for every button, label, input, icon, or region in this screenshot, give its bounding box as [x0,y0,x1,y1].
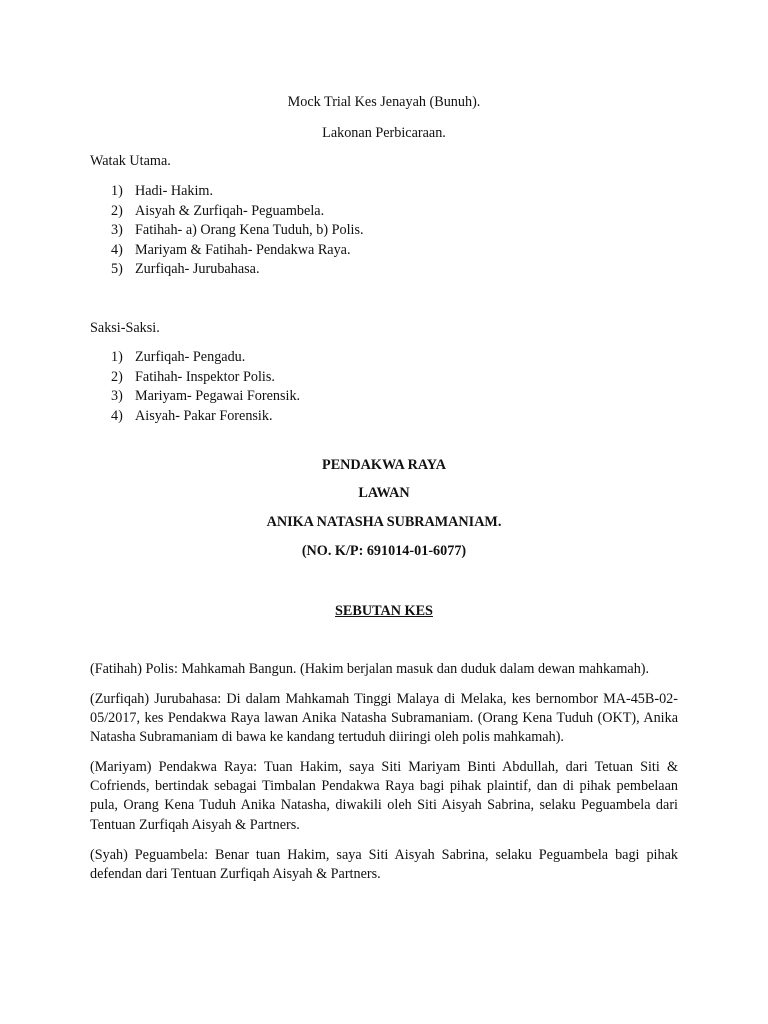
list-item-number: 4) [111,407,123,424]
witnesses-heading: Saksi-Saksi. [90,320,160,336]
list-item-number: 4) [111,241,123,258]
section-heading: SEBUTAN KES [335,603,433,619]
list-item-text: Zurfiqah- Jurubahasa. [135,261,260,278]
list-item-number: 5) [111,261,123,278]
main-characters-heading: Watak Utama. [90,153,171,169]
list-item-text: Mariyam- Pegawai Forensik. [135,388,301,405]
list-item-text: Hadi- Hakim. [135,183,214,199]
list-item-text: Fatihah- Inspektor Polis. [135,368,275,385]
case-versus: LAWAN [358,485,410,501]
list-item-number: 1) [111,183,123,199]
transcript-paragraph: (Syah) Peguambela: Benar tuan Hakim, saya Siti Aisyah Sabrina, selaku Peguambela bagi pihak defendan dari Tentuan Zurfiqah Aisyah & Partners. [90,847,678,883]
list-item-number: 2) [111,202,123,219]
list-item-text: Zurfiqah- Pengadu. [135,349,246,365]
list-item-text: Mariyam & Fatihah- Pendakwa Raya. [135,241,351,258]
list-item-number: 3) [111,222,123,239]
document-title: Mock Trial Kes Jenayah (Bunuh). [287,94,481,110]
transcript-paragraph: (Fatihah) Polis: Mahkamah Bangun. (Hakim berjalan masuk dan duduk dalam dewan mahkamah). [90,661,650,677]
list-item-number: 3) [111,388,123,405]
transcript-paragraph: (Mariyam) Pendakwa Raya: Tuan Hakim, saya Siti Mariyam Binti Abdullah, dari Tetuan Siti & Cofriends, bertindak sebagai Timbalan Pendakwa Raya bagi pihak plaintif, dan di pihak pembelaan pula, Orang Kena Tuduh Anika Natasha, diwakili oleh Siti Aisyah Sabrina, selaku Peguambela dari Tentuan Zurfiqah Aisyah & Partners. [90,759,678,833]
case-id-number: (NO. K/P: 691014-01-6077) [301,543,467,559]
case-party-accused: ANIKA NATASHA SUBRAMANIAM. [266,514,502,530]
list-item-number: 2) [111,368,123,385]
list-item-text: Aisyah & Zurfiqah- Peguambela. [135,202,325,219]
list-item-number: 1) [111,349,123,365]
case-party-prosecutor: PENDAKWA RAYA [322,457,446,473]
list-item-text: Aisyah- Pakar Forensik. [135,407,273,424]
list-item-text: Fatihah- a) Orang Kena Tuduh, b) Polis. [135,222,364,239]
document-subtitle: Lakonan Perbicaraan. [322,125,446,141]
transcript-paragraph: (Zurfiqah) Jurubahasa: Di dalam Mahkamah Tinggi Malaya di Melaka, kes bernombor MA-45B-02-05/2017, kes Pendakwa Raya lawan Anika Natasha Subramaniam. (Orang Kena Tuduh (OKT), Anika Natasha Subramaniam di bawa ke kandang tertuduh diiringi oleh polis mahkamah). [90,691,678,746]
